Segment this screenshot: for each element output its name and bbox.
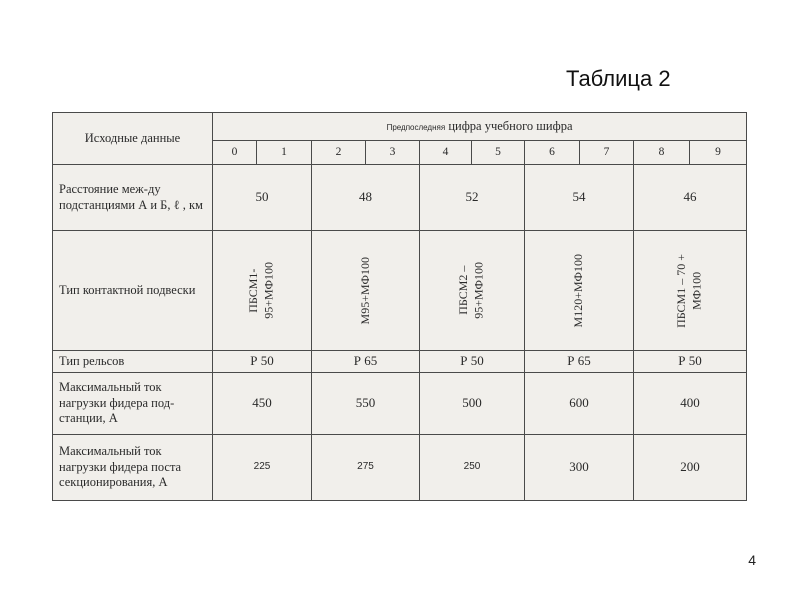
section-current-value: 225 — [213, 435, 312, 501]
section-current-label: Максимальный ток нагрузки фидера поста секционирования, А — [53, 435, 213, 501]
rails-label: Тип рельсов — [53, 351, 213, 373]
header-digit-group — [213, 113, 747, 141]
header-group-small: Предпоследняя — [386, 122, 446, 132]
rails-row — [53, 351, 747, 373]
page-number: 4 — [748, 552, 756, 568]
digit-cell: 3 — [366, 141, 420, 165]
distance-value: 54 — [525, 165, 634, 231]
section-current-row — [53, 435, 747, 501]
suspension-label: Тип контактной подвески — [53, 231, 213, 351]
suspension-cell — [634, 231, 747, 351]
suspension-value: М120+МФ100 — [571, 253, 586, 328]
distance-value: 50 — [213, 165, 312, 231]
scanned-table-image — [52, 112, 746, 500]
substation-current-value: 500 — [420, 373, 525, 435]
suspension-row — [53, 231, 747, 351]
suspension-cell — [213, 231, 312, 351]
distance-value: 46 — [634, 165, 747, 231]
substation-current-row — [53, 373, 747, 435]
suspension-value: ПБСМ2 – 95+МФ100 — [456, 262, 486, 319]
distance-value: 48 — [312, 165, 420, 231]
section-current-value: 200 — [634, 435, 747, 501]
rails-value: Р 50 — [420, 351, 525, 373]
digit-cell: 9 — [690, 141, 747, 165]
digit-cell: 4 — [420, 141, 472, 165]
digit-cell: 2 — [312, 141, 366, 165]
digit-cell: 1 — [257, 141, 312, 165]
suspension-value: М95+МФ100 — [357, 256, 372, 325]
section-current-value: 275 — [312, 435, 420, 501]
substation-current-value: 600 — [525, 373, 634, 435]
digit-cell: 7 — [580, 141, 634, 165]
distance-row — [53, 165, 747, 231]
distance-value: 52 — [420, 165, 525, 231]
digit-cell: 5 — [472, 141, 525, 165]
substation-current-value: 450 — [213, 373, 312, 435]
rails-value: Р 50 — [634, 351, 747, 373]
digit-cell: 8 — [634, 141, 690, 165]
slide-title: Таблица 2 — [566, 66, 671, 91]
suspension-value: ПБСМ1 – 70 + МФ100 — [674, 253, 705, 328]
section-current-value: 300 — [525, 435, 634, 501]
suspension-cell — [420, 231, 525, 351]
substation-current-value: 400 — [634, 373, 747, 435]
rails-value: Р 50 — [213, 351, 312, 373]
rails-value: Р 65 — [312, 351, 420, 373]
header-row — [53, 113, 747, 141]
rails-value: Р 65 — [525, 351, 634, 373]
distance-label: Расстояние меж-ду подстанциями А и Б, ℓ , км — [53, 165, 213, 231]
substation-current-label: Максимальный ток нагрузки фидера под-станции, А — [53, 373, 213, 435]
source-data-table — [52, 112, 747, 501]
suspension-cell — [312, 231, 420, 351]
substation-current-value: 550 — [312, 373, 420, 435]
suspension-value: ПБСМ1- 95+МФ100 — [246, 262, 276, 319]
digit-cell: 6 — [525, 141, 580, 165]
section-current-value: 250 — [420, 435, 525, 501]
header-source-data: Исходные данные — [53, 113, 213, 165]
header-group-main: цифра учебного шифра — [448, 118, 573, 133]
digit-cell: 0 — [213, 141, 257, 165]
suspension-cell — [525, 231, 634, 351]
